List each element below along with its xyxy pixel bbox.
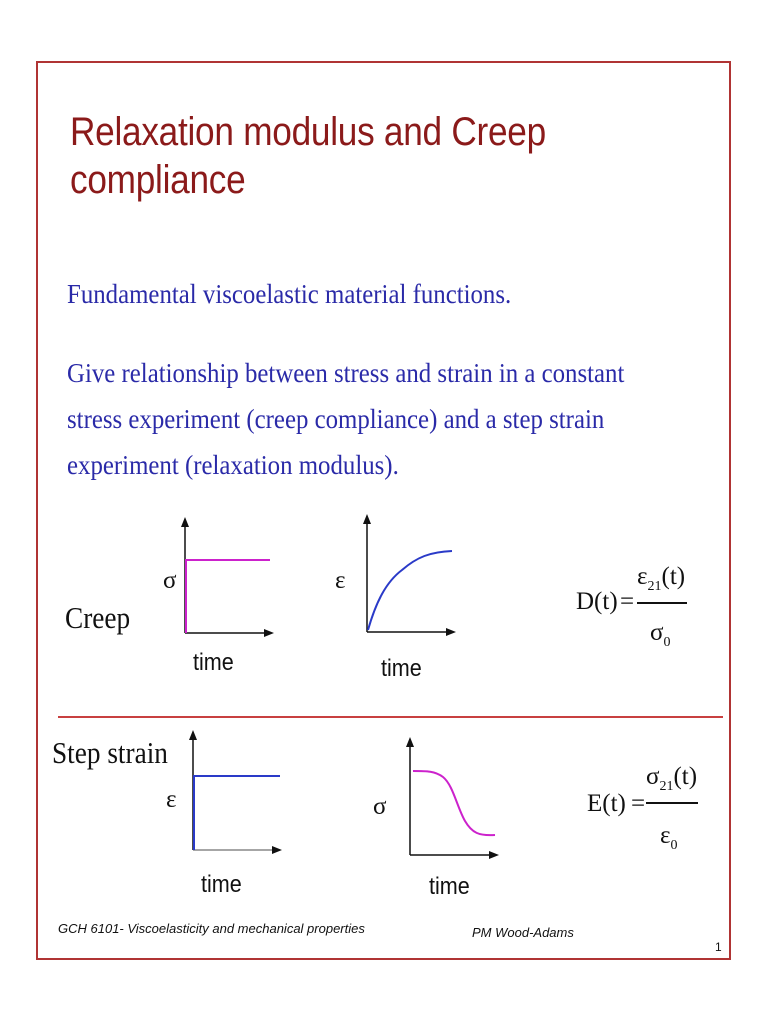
- creep-strain-plot: [362, 512, 462, 637]
- step-x-label-2: time: [429, 873, 470, 900]
- equation-lhs: E(t): [587, 790, 626, 817]
- step-x-label-1: time: [201, 871, 242, 898]
- creep-stress-plot: [180, 515, 280, 640]
- creep-strain-symbol: ε: [335, 567, 346, 594]
- footer-course: GCH 6101- Viscoelasticity and mechanical properties: [58, 921, 365, 936]
- y-axis-arrow: [363, 514, 371, 524]
- equation-equals: =: [620, 588, 635, 615]
- step-strain-symbol: ε: [166, 786, 177, 813]
- creep-label: Creep: [65, 600, 131, 635]
- relaxation-plot: [405, 735, 505, 860]
- fraction-bar: [637, 602, 687, 604]
- x-axis-arrow: [489, 851, 499, 859]
- relaxation-stress-curve: [413, 771, 495, 835]
- creep-x-label-2: time: [381, 655, 422, 682]
- equation-numerator: $\sigma_{21}(t)$: [646, 763, 698, 794]
- stress-step-curve: [186, 560, 270, 633]
- equation-denominator: $\sigma_0$: [650, 619, 671, 650]
- step-strain-input-plot: [188, 728, 288, 858]
- x-axis-arrow: [272, 846, 282, 854]
- creep-strain-curve: [368, 551, 452, 630]
- section-divider: [58, 716, 723, 718]
- creep-stress-symbol: σ: [163, 567, 177, 594]
- equation-numerator: $\varepsilon_{21}(t)$: [637, 563, 686, 594]
- page-number: 1: [715, 940, 722, 954]
- equation-equals: =: [631, 790, 646, 817]
- step-stress-symbol: σ: [373, 793, 387, 820]
- creep-x-label-1: time: [193, 649, 234, 676]
- intro-text: Fundamental viscoelastic material functions.: [67, 279, 512, 309]
- strain-step-curve: [194, 776, 280, 850]
- slide-title: Relaxation modulus and Creep compliance: [70, 110, 546, 202]
- equation-denominator: $\varepsilon_0$: [660, 822, 678, 853]
- fraction-bar: [646, 802, 698, 804]
- y-axis-arrow: [181, 517, 189, 527]
- x-axis-arrow: [446, 628, 456, 636]
- footer-author: PM Wood-Adams: [472, 925, 574, 940]
- step-strain-label: Step strain: [52, 735, 168, 770]
- x-axis-arrow: [264, 629, 274, 637]
- description-text: Give relationship between stress and strain in a constant stress experiment (creep compliance) and a step strain experiment (relaxation modulus).: [67, 358, 625, 480]
- equation-lhs: D(t): [576, 588, 618, 615]
- y-axis-arrow: [189, 730, 197, 740]
- y-axis-arrow: [406, 737, 414, 747]
